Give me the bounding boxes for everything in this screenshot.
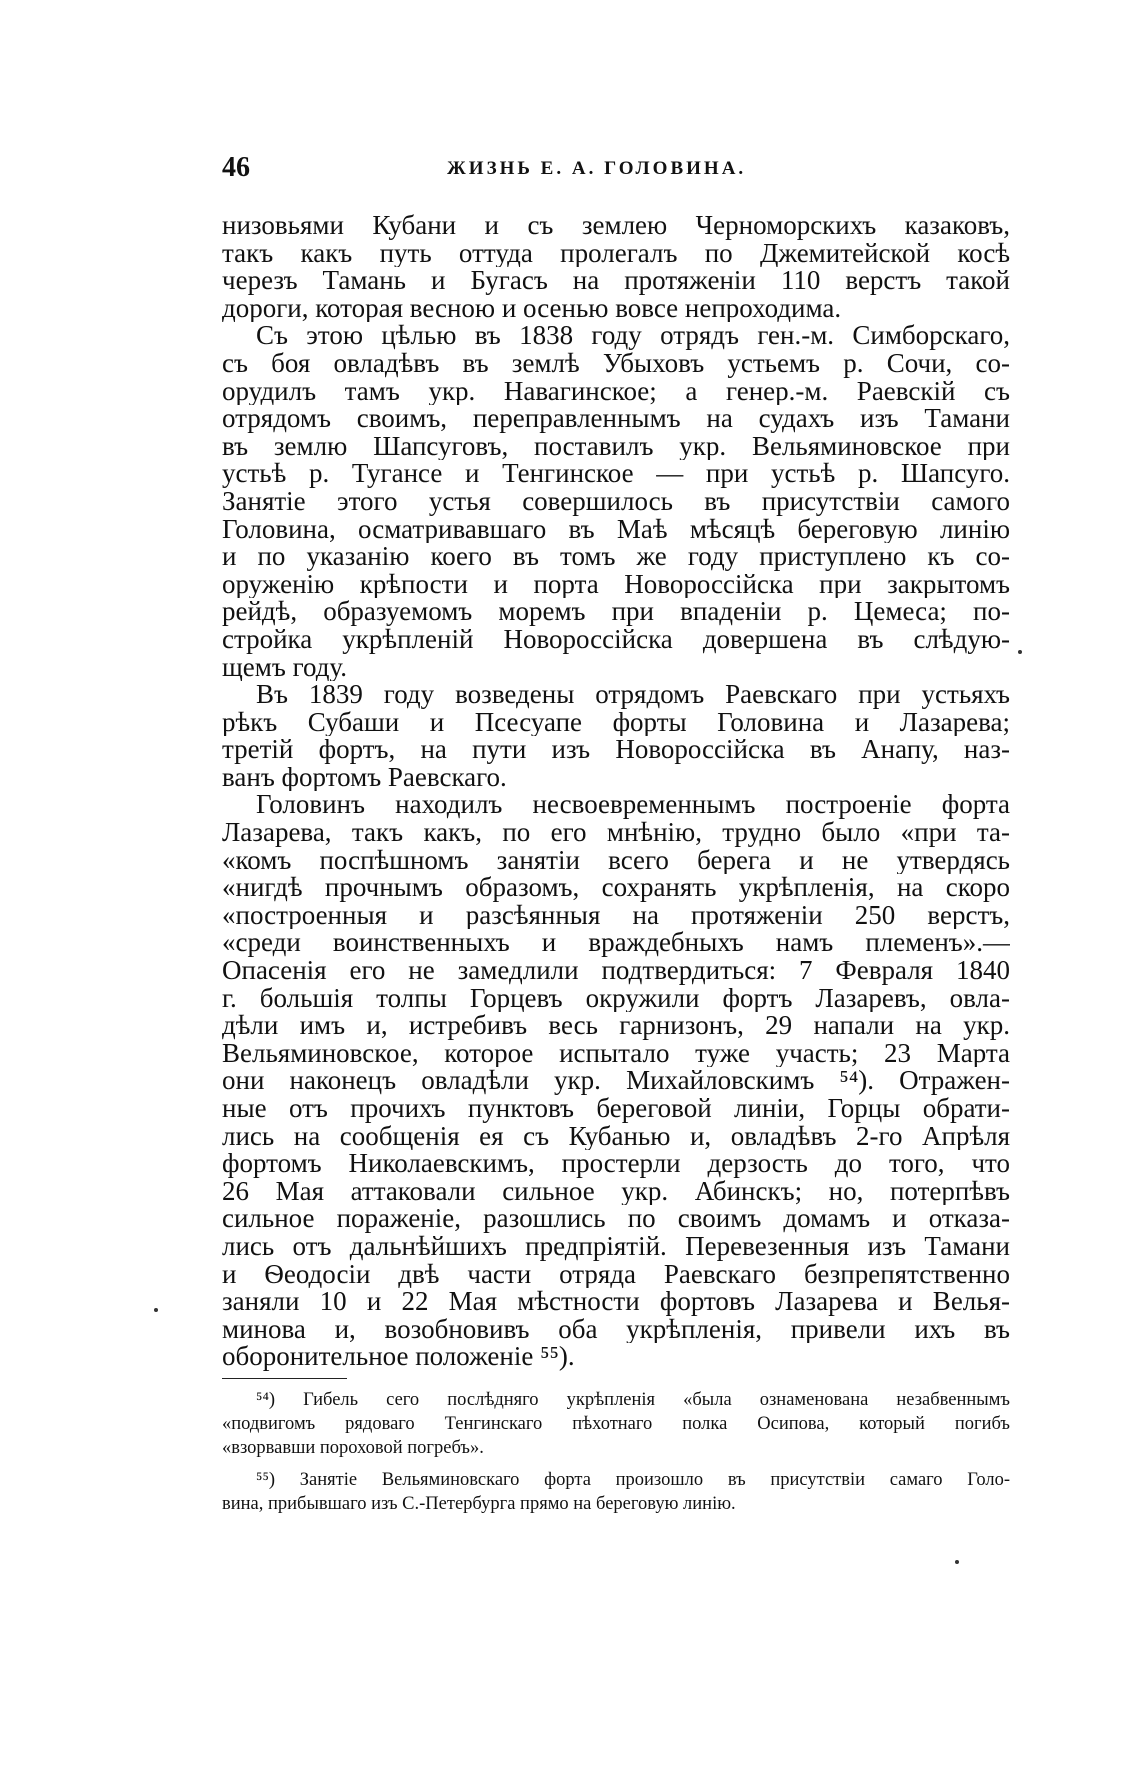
footnote-line: «взорвавши пороховой погребъ».: [222, 1438, 484, 1458]
text-line: Опасенія его не замедлили подтвердиться: 7 Февраля 1840: [222, 957, 1010, 985]
speck-mark: [955, 1560, 959, 1564]
running-title: ЖИЗНЬ Е. А. ГОЛОВИНА.: [447, 158, 747, 179]
footnote-line: вина, прибывшаго изъ С.-Петербурга прямо на береговую линію.: [222, 1494, 736, 1514]
main-text: [222, 212, 1010, 1371]
text-line: дороги, которая весною и осенью вовсе непроходима.: [222, 294, 842, 323]
text-line: ванъ фортомъ Раевскаго.: [222, 763, 507, 792]
text-line: лись на сообщенія ея съ Кубанью и, овладѣвъ 2-го Апрѣля: [222, 1122, 1010, 1151]
text-line: Головинъ находилъ несвоевременнымъ построеніе форта: [256, 791, 1010, 820]
text-line: низовьями Кубани и съ землею Черноморскихъ казаковъ,: [222, 212, 1010, 240]
footnote-line: «подвигомъ рядоваго Тенгинскаго пѣхотнаго полка Осипова, который погибъ: [222, 1414, 1010, 1434]
text-line: лись отъ дальнѣйшихъ предпріятій. Перевезенныя изъ Тамани: [222, 1232, 1010, 1261]
text-line: Лазарева, такъ какъ, по его мнѣнію, трудно было «при та-: [222, 819, 1010, 847]
speck-mark: [154, 1308, 158, 1312]
text-line: они наконецъ овладѣли укр. Михайловскимъ ⁵⁴). Отражен-: [222, 1067, 1010, 1095]
text-line: и по указанію коего въ томъ же году приступлено къ со-: [222, 543, 1010, 571]
speck-mark: [1018, 650, 1022, 654]
text-line: оруженію крѣпости и порта Новороссійска при закрытомъ: [222, 570, 1010, 599]
text-line: въ землю Шапсуговъ, поставилъ укр. Вельяминовское при: [222, 432, 1010, 461]
text-line: черезъ Тамань и Бугасъ на протяженіи 110 верстъ такой: [222, 267, 1010, 295]
text-line: Занятіе этого устья совершилось въ присутствіи самого: [222, 487, 1010, 516]
footnote: [222, 1468, 1010, 1516]
text-line: оборонительное положеніе ⁵⁵).: [222, 1343, 575, 1371]
text-line: «нигдѣ прочнымъ образомъ, сохранять укрѣпленія, на скоро: [222, 874, 1010, 902]
footnote-line: ⁵⁵) Занятіе Вельяминовскаго форта произошло въ присутствіи самаго Голо-: [256, 1470, 1010, 1490]
text-line: «построенныя и разсѣянныя на протяженіи 250 верстъ,: [222, 901, 1010, 930]
page-number: 46: [222, 152, 250, 183]
text-line: фортомъ Николаевскимъ, простерли дерзость до того, что: [222, 1150, 1010, 1178]
text-line: орудилъ тамъ укр. Навагинское; а генер.-м. Раевскій съ: [222, 377, 1010, 406]
footnotes: [222, 1388, 1010, 1516]
text-line: Вельяминовское, которое испытало туже участь; 23 Марта: [222, 1039, 1010, 1068]
text-line: ные отъ прочихъ пунктовъ береговой линіи, Горцы обрати-: [222, 1095, 1010, 1123]
text-line: и Ѳеодосіи двѣ части отряда Раевскаго безпрепятственно: [222, 1260, 1010, 1289]
text-line: рѣкъ Субаши и Псесуапе форты Головина и Лазарева;: [222, 708, 1010, 737]
text-line: отрядомъ своимъ, переправленнымъ на судахъ изъ Тамани: [222, 405, 1010, 433]
text-line: Головина, осматривавшаго въ Маѣ мѣсяцѣ береговую линію: [222, 515, 1010, 544]
text-line: заняли 10 и 22 Мая мѣстности фортовъ Лазарева и Велья-: [222, 1288, 1010, 1316]
footnote-separator: [222, 1378, 347, 1379]
text-line: «комъ поспѣшномъ занятіи всего берега и не утвердясь: [222, 846, 1010, 875]
text-line: г. большія толпы Горцевъ окружили фортъ Лазаревъ, овла-: [222, 984, 1010, 1013]
text-line: «среди воинственныхъ и враждебныхъ намъ племенъ».—: [222, 929, 1010, 958]
text-line: съ боя овладѣвъ въ землѣ Убыховъ устьемъ р. Сочи, со-: [222, 349, 1010, 378]
text-line: сильное пораженіе, разошлись по своимъ домамъ и отказа-: [222, 1205, 1010, 1233]
text-line: такъ какъ путь оттуда пролегалъ по Джемитейской косѣ: [222, 239, 1010, 268]
footnote-line: ⁵⁴) Гибель сего послѣдняго укрѣпленія «была ознаменована незабвеннымъ: [256, 1390, 1010, 1410]
text-line: третій фортъ, на пути изъ Новороссійска въ Анапу, наз-: [222, 736, 1010, 764]
text-line: рейдѣ, образуемомъ моремъ при впаденіи р. Цемеса; по-: [222, 598, 1010, 626]
text-line: Въ 1839 году возведены отрядомъ Раевскаго при устьяхъ: [256, 681, 1010, 709]
text-line: щемъ году.: [222, 653, 347, 682]
footnote: [222, 1388, 1010, 1460]
text-line: минова и, возобновивъ оба укрѣпленія, привели ихъ въ: [222, 1315, 1010, 1344]
text-line: дѣли имъ и, истребивъ весь гарнизонъ, 29 напали на укр.: [222, 1012, 1010, 1040]
footnote-gap: [222, 1460, 1010, 1468]
text-line: Съ этою цѣлью въ 1838 году отрядъ ген.-м. Симборскаго,: [256, 322, 1010, 350]
text-line: устьѣ р. Тугансе и Тенгинское — при устьѣ р. Шапсуго.: [222, 460, 1010, 488]
text-line: стройка укрѣпленій Новороссійска довершена въ слѣдую-: [222, 625, 1010, 654]
text-line: 26 Мая аттаковали сильное укр. Абинскъ; но, потерпѣвъ: [222, 1177, 1010, 1206]
page-header: [222, 152, 1010, 192]
